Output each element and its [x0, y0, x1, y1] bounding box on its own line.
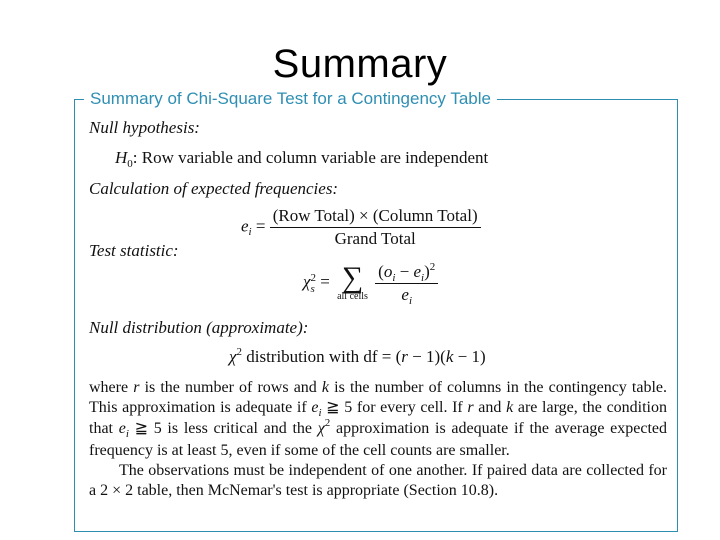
- null-distribution-heading: Null distribution (approximate):: [89, 318, 309, 337]
- e-i-var: e: [241, 216, 249, 236]
- summary-box-title: Summary of Chi-Square Test for a Contingency Table: [84, 89, 497, 109]
- chi-sub: s: [310, 282, 315, 295]
- null-hypothesis-statement: [115, 148, 488, 168]
- expected-numerator: (Row Total) × (Column Total): [270, 206, 481, 228]
- expected-denominator: Grand Total: [334, 229, 416, 248]
- null-hypothesis-heading: Null hypothesis:: [89, 118, 200, 137]
- stat-fraction: [375, 262, 438, 305]
- equals-sign: =: [251, 216, 266, 236]
- explanation-paragraph-1: where r is the number of rows and k is the number of columns in the contingency table. This approximation is adequate if $e_i$ ≧ 5 for every cell. If r and k are large, the condition that $e_i$ ≧ 5 is less critical and the $\chi^2$ approximation is adequate if the average expected frequency is at least 5, even if some of the cell counts are smaller.: [89, 379, 668, 459]
- sigma-subscript: all cells: [337, 291, 368, 302]
- h-subscript: 0: [127, 158, 133, 170]
- chi-symbol: χ: [303, 272, 311, 292]
- null-hypothesis-text: : Row variable and column variable are independent: [132, 148, 489, 167]
- test-statistic-heading: Test statistic:: [89, 241, 179, 260]
- expected-frequencies-heading: Calculation of expected frequencies:: [89, 179, 339, 198]
- stat-numerator: $(o_i - e_i)^2$: [375, 262, 438, 284]
- h-symbol: H: [115, 148, 128, 167]
- stat-equals: =: [315, 272, 330, 292]
- null-distribution-formula: $\chi^2$ distribution with df = (r − 1)(k − 1): [229, 346, 486, 366]
- chi-sup: 2: [310, 271, 316, 284]
- sigma-symbol: ∑: [341, 261, 364, 294]
- explanation-paragraph-2: The observations must be independent of one another. If paired data are collected for a 2 × 2 table, then McNemar's test is appropriate (Section 10.8).: [89, 461, 667, 500]
- slide-title: Summary: [272, 42, 448, 86]
- explanation-text: [89, 378, 667, 501]
- expected-fraction: [270, 206, 481, 249]
- test-statistic-formula: [303, 262, 438, 305]
- expected-frequency-formula: [241, 206, 481, 249]
- stat-denominator: $e_i$: [401, 285, 413, 307]
- e-i-sub: i: [248, 226, 252, 239]
